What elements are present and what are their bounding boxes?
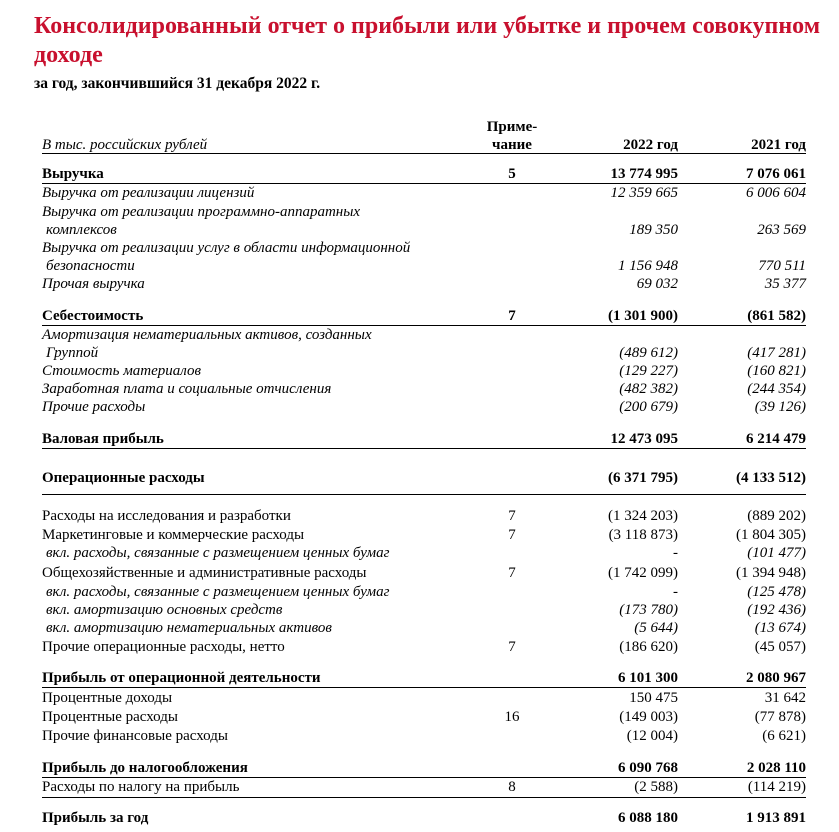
table-row: Себестоимость 7 (1 301 900) (861 582) <box>42 308 806 324</box>
header-rule <box>42 153 806 154</box>
table-row: Прочие финансовые расходы (12 004) (6 621) <box>42 728 806 744</box>
table-row: Выручка от реализации программно-аппаратных <box>42 204 361 220</box>
report-title: Консолидированный отчет о прибыли или убытке и прочем совокупном доходе <box>34 13 821 68</box>
table-row: Операционные расходы (6 371 795) (4 133 512) <box>42 470 806 486</box>
table-row: Процентные доходы 150 475 31 642 <box>42 690 806 706</box>
table-row: Заработная плата и социальные отчисления (482 382) (244 354) <box>42 381 806 397</box>
table-row: вкл. расходы, связанные с размещением ценных бумаг - (125 478) <box>46 584 806 600</box>
section-rule <box>42 797 806 798</box>
table-row: вкл. амортизацию нематериальных активов (5 644) (13 674) <box>46 620 806 636</box>
table-row: Общехозяйственные и административные расходы 7 (1 742 099) (1 394 948) <box>42 565 806 581</box>
table-row: Выручка от реализации лицензий 12 359 665 6 006 604 <box>42 185 806 201</box>
table-row: Прибыль за год 6 088 180 1 913 891 <box>42 810 806 826</box>
table-row: Группой (489 612) (417 281) <box>46 345 806 361</box>
table-row: Выручка от реализации услуг в области информационной <box>42 240 411 256</box>
table-row: вкл. расходы, связанные с размещением ценных бумаг - (101 477) <box>46 545 806 561</box>
year-2021-header: 2021 год <box>751 137 806 153</box>
table-row: Маркетинговые и коммерческие расходы 7 (3 118 873) (1 804 305) <box>42 527 806 543</box>
table-row: Расходы на исследования и разработки 7 (1 324 203) (889 202) <box>42 508 806 524</box>
report-period: за год, закончившийся 31 декабря 2022 г. <box>34 75 321 92</box>
table-row: Прочие расходы (200 679) (39 126) <box>42 399 806 415</box>
table-row: Прибыль от операционной деятельности 6 101 300 2 080 967 <box>42 670 806 686</box>
table-row: безопасности 1 156 948 770 511 <box>46 258 806 274</box>
year-2022-header: 2022 год <box>623 137 678 153</box>
table-row: Прочая выручка 69 032 35 377 <box>42 276 806 292</box>
table-row: Расходы по налогу на прибыль 8 (2 588) (114 219) <box>42 779 806 795</box>
table-header <box>42 118 806 154</box>
table-row: Амортизация нематериальных активов, созданных <box>42 327 372 343</box>
unit-label: В тыс. российских рублей <box>42 137 208 153</box>
table-row: Выручка 5 13 774 995 7 076 061 <box>42 166 806 182</box>
section-rule <box>42 494 806 495</box>
table-row: комплексов 189 350 263 569 <box>46 222 806 238</box>
table-row: Стоимость материалов (129 227) (160 821) <box>42 363 806 379</box>
table-row: Прочие операционные расходы, нетто 7 (186 620) (45 057) <box>42 639 806 655</box>
table-row: Валовая прибыль 12 473 095 6 214 479 <box>42 431 806 447</box>
table-row: Процентные расходы 16 (149 003) (77 878) <box>42 709 806 725</box>
note-column-header: Приме- чание <box>486 119 538 153</box>
table-row: Прибыль до налогообложения 6 090 768 2 028 110 <box>42 760 806 776</box>
table-row: вкл. амортизацию основных средств (173 780) (192 436) <box>46 602 806 618</box>
